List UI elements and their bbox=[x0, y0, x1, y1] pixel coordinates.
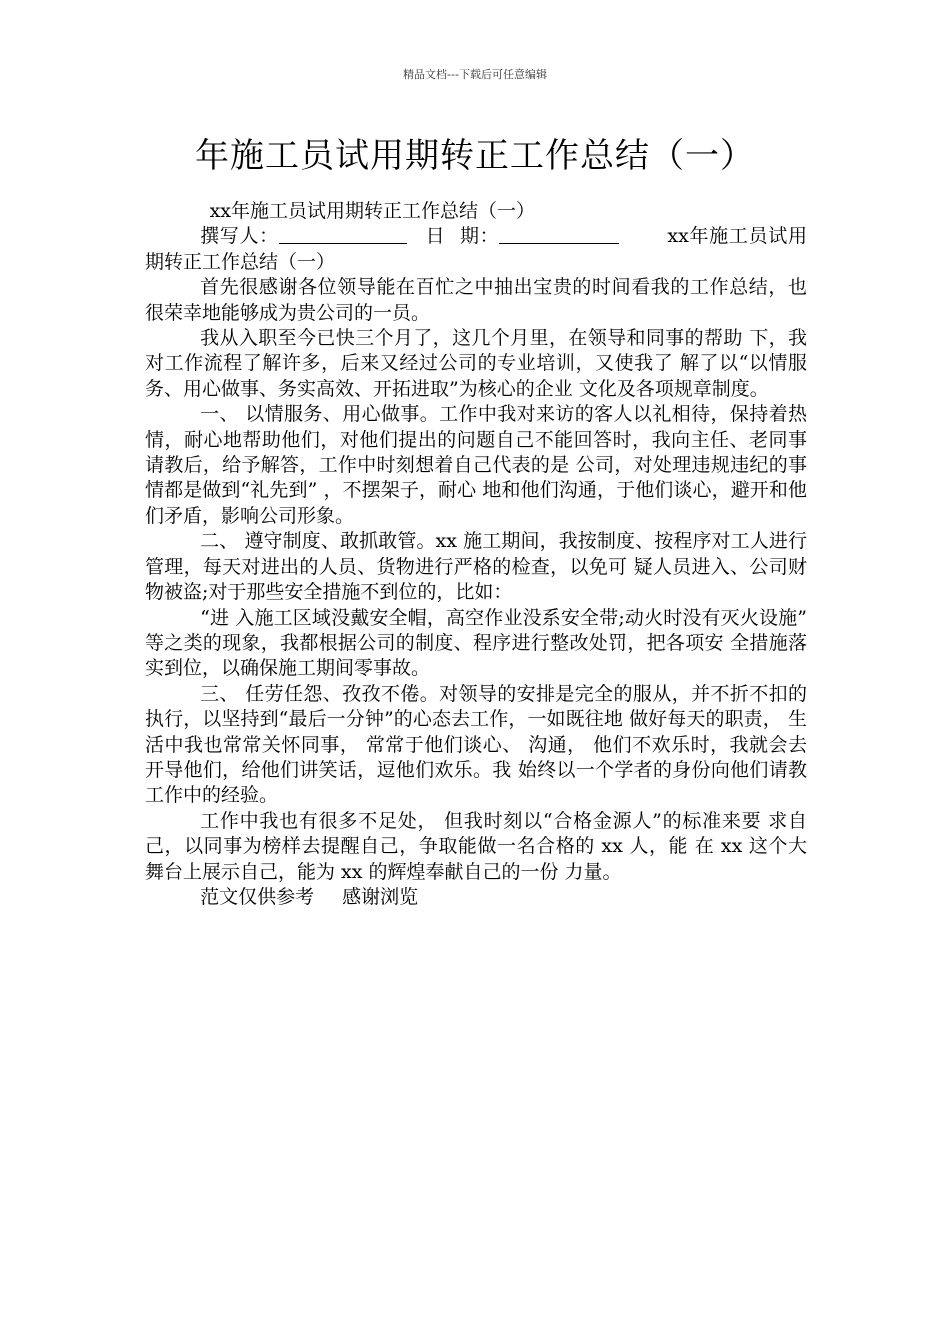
header-note: 精品文档---下载后可任意编辑 bbox=[403, 68, 547, 81]
footer-left: 范文仅供参考 bbox=[200, 885, 315, 908]
paragraph-section-2: 二、 遵守制度、敢抓敢管。xx 施工期间，我按制度、按程序对工人进行管理，每天对进出的人员、货物进行严格的检查，以免可 疑人员进入、公司财物被盗;对于那些安全措施不到位的，比如： bbox=[145, 530, 807, 604]
paragraph-section-2-cont: “进 入施工区域没戴安全帽，高空作业没系安全带;动火时没有灭火设施” 等之类的现象，我都根据公司的制度、程序进行整改处罚，把各项安 全措施落实到位，以确保施工期间零事故。 bbox=[145, 606, 807, 680]
paragraph-section-3: 三、 任劳任怨、孜孜不倦。对领导的安排是完全的服从，并不折不扣的执行，以坚持到“最后一分钟”的心态去工作，一如既往地 做好每天的职责， 生活中我也常常关怀同事， 常常于他们谈心、 沟通， 他们不欢乐时，我就会去开导他们，给他们讲笑话，逗他们欢乐。我 始终以一个学者的身份向他们请教工作中的经验。 bbox=[145, 682, 807, 807]
document-title: 年施工员试用期转正工作总结（一） bbox=[195, 136, 755, 176]
paragraph-background: 我从入职至今已快三个月了，这几个月里，在领导和同事的帮助 下，我对工作流程了解许多，后来又经过公司的专业培训，又使我了 解了以“以情服务、用心做事、务实高效、开拓进取”为核心的企业 文化及各项规章制度。 bbox=[145, 327, 807, 400]
author-label: 撰写人： bbox=[200, 225, 279, 248]
paragraph-intro: 首先很感谢各位领导能在百忙之中抽出宝贵的时间看我的工作总结，也很荣幸地能够成为贵公司的一员。 bbox=[145, 276, 807, 324]
document-subtitle: xx年施工员试用期转正工作总结（一） bbox=[209, 200, 536, 222]
author-blank bbox=[279, 225, 407, 244]
meta-tail-text: xx年施工员试用期转正工作总结（一） bbox=[145, 225, 807, 273]
date-blank bbox=[499, 225, 619, 244]
document-body bbox=[145, 199, 807, 910]
footer-right: 感谢浏览 bbox=[342, 885, 419, 908]
footer-line bbox=[145, 885, 807, 910]
date-label-1: 日 bbox=[424, 225, 446, 248]
paragraph-section-1: 一、 以情服务、用心做事。工作中我对来访的客人以礼相待，保持着热情，耐心地帮助他们，对他们提出的问题自己不能回答时，我向主任、老同事请教后，给予解答，工作中时刻想着自己代表的是 公司，对处理违规违纪的事情都是做到“礼先到” ，不摆架子，耐心 地和他们沟通，于他们谈心，避开和他们矛盾，影响公司形象。 bbox=[145, 403, 807, 527]
meta-line bbox=[145, 224, 807, 275]
date-label-2: 期： bbox=[459, 225, 500, 248]
paragraph-conclusion: 工作中我也有很多不足处， 但我时刻以“合格金源人”的标准来要 求自己，以同事为榜样去提醒自己，争取能做一名合格的 xx 人，能 在 xx 这个大舞台上展示自己，能为 xx 的辉煌奉献自己的一份 力量。 bbox=[145, 809, 807, 883]
